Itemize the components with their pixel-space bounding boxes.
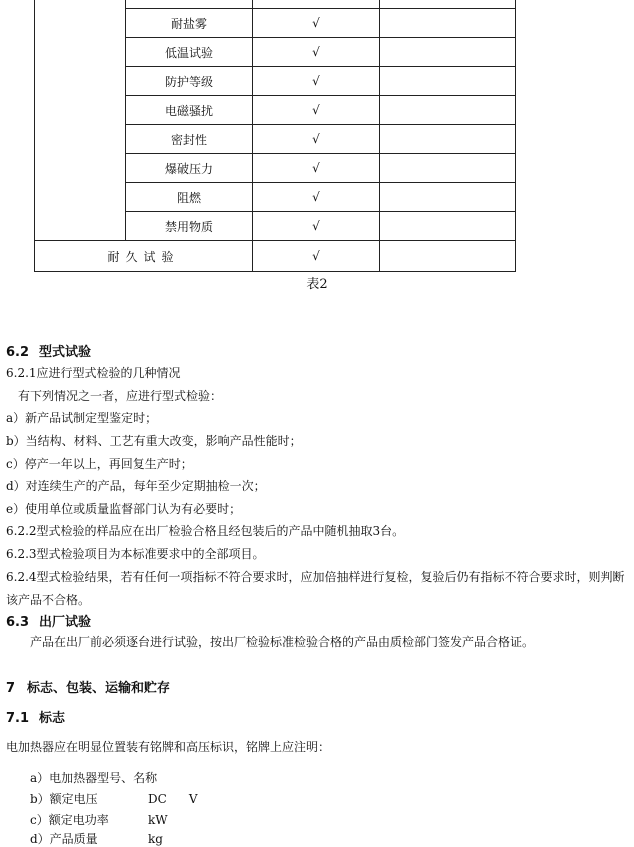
- table-cell: 耐盐雾: [126, 9, 253, 38]
- item-value: kg: [148, 832, 163, 846]
- section-number: 6.2: [6, 345, 30, 360]
- paragraph: 6.2.4型式检验结果，若有任何一项指标不符合要求时，应加倍抽样进行复检，复验后仍有指标不符合要求时，则判断: [6, 570, 625, 584]
- item-unit: V: [188, 792, 198, 806]
- table-cell: [126, 0, 253, 9]
- paragraph: 电加热器应在明显位置装有铭牌和高压标识，铭牌上应注明：: [6, 740, 331, 754]
- section-title: 型式试验: [39, 345, 92, 360]
- item-label: a）电加热器型号、名称: [30, 771, 158, 785]
- table-row: [35, 241, 516, 272]
- check-mark: √: [253, 154, 380, 183]
- table-cell: [380, 183, 516, 212]
- paragraph: 6.2.2型式检验的样品应在出厂检验合格且经包装后的产品中随机抽取3台。: [6, 524, 405, 538]
- paragraph: 该产品不合格。: [6, 593, 91, 607]
- merged-category-cell: [35, 0, 126, 241]
- check-mark: √: [253, 183, 380, 212]
- list-item: a）新产品试制定型鉴定时；: [6, 411, 158, 425]
- list-item: b）当结构、材料、工艺有重大改变，影响产品性能时；: [6, 434, 302, 448]
- table-cell: [380, 67, 516, 96]
- table-cell: [380, 154, 516, 183]
- table-cell: 防护等级: [126, 67, 253, 96]
- table-cell: 电磁骚扰: [126, 96, 253, 125]
- nameplate-item: [30, 811, 190, 828]
- check-mark: √: [253, 9, 380, 38]
- table-caption: 表2: [306, 277, 328, 292]
- nameplate-item: [30, 790, 197, 807]
- table-cell: [253, 0, 380, 9]
- test-items-table: [34, 0, 516, 272]
- table-cell: 低温试验: [126, 38, 253, 67]
- table-cell: [380, 38, 516, 67]
- nameplate-item: [30, 769, 170, 786]
- check-mark: √: [253, 38, 380, 67]
- check-mark: √: [253, 241, 380, 272]
- list-item: e）使用单位或质量监督部门认为有必要时；: [6, 502, 242, 516]
- check-mark: √: [253, 212, 380, 241]
- item-value: kW: [148, 813, 168, 827]
- item-label: b）额定电压: [30, 792, 98, 806]
- table-cell: [380, 241, 516, 272]
- table-cell-durability: 耐久试验: [35, 241, 253, 272]
- table-cell: 禁用物质: [126, 212, 253, 241]
- table-cell: 密封性: [126, 125, 253, 154]
- check-mark: √: [253, 67, 380, 96]
- section-heading-6-2: [6, 341, 91, 360]
- table-cell: [380, 212, 516, 241]
- item-label: d）产品质量: [30, 832, 98, 846]
- paragraph: 6.2.3型式检验项目为本标准要求中的全部项目。: [6, 547, 265, 561]
- paragraph: 有下列情况之一者，应进行型式检验：: [18, 389, 223, 403]
- list-item: d）对连续生产的产品，每年至少定期抽检一次；: [6, 479, 266, 493]
- table-cell: 爆破压力: [126, 154, 253, 183]
- section-number: 7.1: [6, 711, 30, 726]
- paragraph: 产品在出厂前必须逐台进行试验，按出厂检验标准检验合格的产品由质检部门签发产品合格证。: [30, 635, 535, 649]
- table-cell: 阻燃: [126, 183, 253, 212]
- section-number: 6.3: [6, 615, 30, 630]
- section-heading-6-3: [6, 611, 91, 630]
- paragraph: 6.2.1应进行型式检验的几种情况: [6, 366, 181, 380]
- table-row: [35, 0, 516, 9]
- table-cell: [380, 0, 516, 9]
- table-cell: [380, 125, 516, 154]
- table-cell: [380, 9, 516, 38]
- section-heading-7-1: [6, 707, 65, 726]
- nameplate-item-cut: [30, 830, 185, 847]
- check-mark: √: [253, 125, 380, 154]
- table-cell: [380, 96, 516, 125]
- section-title: 标志、包装、运输和贮存: [27, 681, 171, 696]
- section-heading-7: [6, 677, 170, 696]
- item-label: c）额定电功率: [30, 813, 109, 827]
- section-number: 7: [6, 681, 16, 696]
- section-title: 出厂试验: [39, 615, 92, 630]
- list-item: c）停产一年以上，再回复生产时；: [6, 457, 193, 471]
- item-value: DC: [148, 792, 167, 806]
- check-mark: √: [253, 96, 380, 125]
- section-title: 标志: [39, 711, 66, 726]
